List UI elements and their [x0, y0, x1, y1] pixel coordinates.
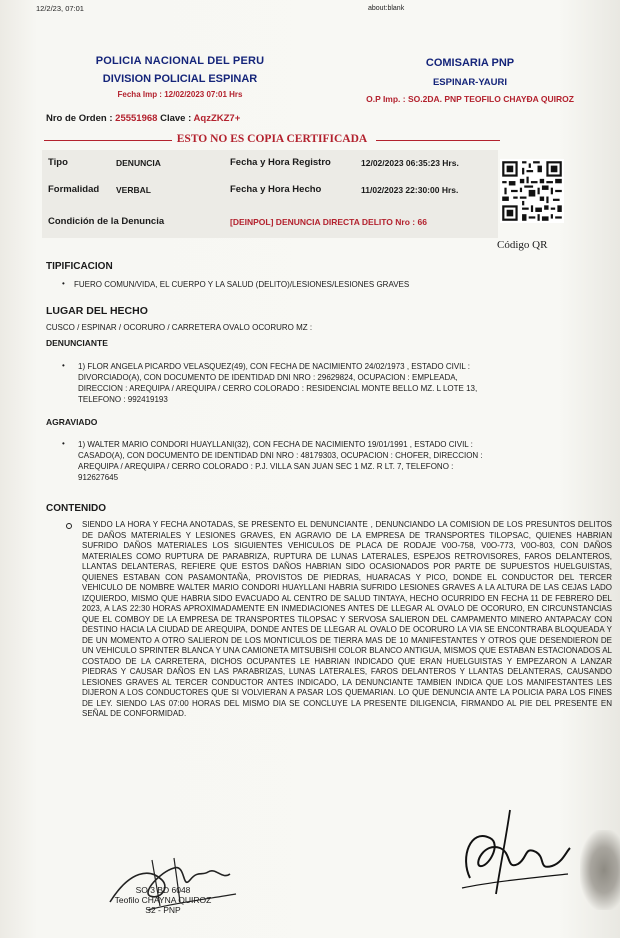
lugar-value: CUSCO / ESPINAR / OCORURO / CARRETERA OVALO OCORURO MZ :	[46, 323, 313, 332]
formalidad-value: VERBAL	[116, 185, 151, 195]
complainant-signature	[440, 808, 580, 898]
stamp-line-3: S2 - PNP	[145, 905, 181, 915]
denunciante-line-4: TELEFONO : 992419193	[78, 395, 168, 404]
condicion-label: Condición de la Denuncia	[48, 216, 165, 227]
stamp-line-1: SO 3 BD 6048	[135, 885, 191, 895]
tipificacion-item: FUERO COMUN/VIDA, EL CUERPO Y LA SALUD (DELITO)/LESIONES/LESIONES GRAVES	[74, 280, 410, 289]
officer-stamp	[88, 885, 238, 915]
agraviado-line-3: AREQUIPA / AREQUIPA / CERRO COLORADO : P.J. VILLA SAN JUAN SEC 1 MZ. R LT. 7, TELEFONO :	[78, 462, 454, 471]
header-left	[60, 55, 300, 99]
printing-officer: O.P Imp. : SO.2DA. PNP TEOFILO CHAYÐA QUIROZ	[366, 94, 574, 104]
stamp-line-2: Teofilo CHAYNA QUIROZ	[114, 895, 212, 905]
contenido-title: CONTENIDO	[46, 503, 106, 514]
certificate-banner	[44, 132, 500, 148]
comisaria-name: COMISARIA PNP	[425, 57, 515, 69]
tipificacion-title: TIPIFICACION	[46, 261, 113, 272]
denunciante-line-3: DIRECCION : AREQUIPA / AREQUIPA / CERRO COLORADO : RESIDENCIAL MONTE BELLO MZ. L LOTE 13,	[78, 384, 478, 393]
denunciante-title: DENUNCIANTE	[46, 338, 108, 348]
agraviado-title: AGRAVIADO	[46, 417, 98, 427]
clave-value: AqzZKZ7+	[193, 113, 241, 124]
fingerprint	[580, 830, 620, 910]
condicion-value: [DEINPOL] DENUNCIA DIRECTA DELITO Nro : 66	[230, 217, 427, 227]
header-right	[330, 57, 610, 104]
order-number-row	[46, 113, 240, 124]
fecha-hecho-label: Fecha y Hora Hecho	[230, 184, 322, 195]
denunciante-line-1: 1) FLOR ANGELA PICARDO VELASQUEZ(49), CON FECHA DE NACIMIENTO 24/02/1973 , ESTADO CIVIL :	[78, 362, 470, 371]
institution-name: POLICIA NACIONAL DEL PERU	[95, 55, 265, 67]
bullet-ring-icon	[66, 523, 72, 529]
formalidad-label: Formalidad	[48, 184, 100, 195]
agraviado-line-1: 1) WALTER MARIO CONDORI HUAYLLANI(32), CON FECHA DE NACIMIENTO 19/01/1991 , ESTADO CIVIL :	[78, 440, 473, 449]
clave-label: Clave :	[160, 113, 192, 124]
qr-code-label: Código QR	[497, 239, 548, 251]
tipo-value: DENUNCIA	[116, 158, 161, 168]
agraviado-line-2: CASADO(A), CON DOCUMENTO DE IDENTIDAD DNI NRO : 48179303, OCUPACION : CHOFER, DIRECCION :	[78, 451, 483, 460]
division-name: DIVISION POLICIAL ESPINAR	[102, 73, 258, 85]
agraviado-line-4: 912627645	[78, 473, 119, 482]
tipo-label: Tipo	[48, 157, 68, 168]
lugar-title: LUGAR DEL HECHO	[46, 305, 148, 317]
comisaria-location: ESPINAR-YAURI	[432, 77, 508, 88]
qr-code	[500, 155, 564, 227]
print-url: about:blank	[368, 5, 405, 12]
print-date: Fecha Imp : 12/02/2023 07:01 Hrs	[117, 90, 243, 99]
bullet-icon: •	[62, 361, 65, 370]
bullet-icon: •	[62, 279, 65, 288]
fecha-registro-label: Fecha y Hora Registro	[230, 157, 331, 168]
fecha-hecho-value: 11/02/2023 22:30:00 Hrs.	[361, 185, 459, 195]
not-certified-notice: ESTO NO ES COPIA CERTIFICADA	[176, 133, 368, 145]
print-timestamp: 12/2/23, 07:01	[36, 4, 84, 13]
order-number-label: Nro de Orden :	[46, 113, 113, 124]
contenido-body: SIENDO LA HORA Y FECHA ANOTADAS, SE PRESENTO EL DENUNCIANTE , DENUNCIANDO LA COMISION DE LOS PRESUNTOS DELITOS DE DAÑOS MATERIALES Y LESIONES GRAVES, EN AGRAVIO DE LA EMPRESA DE TRANSPORTES TILOPSAC, QUIENES HABRIAN SUFRIDO DAÑOS MATERIALES LOS SIGUIENTES VEHICULOS DE PLACA DE RODAJE V0O-758, V0O-773, V0O-803, CON DAÑOS MATERIALES COMO RUPTURA DE PARABRIZA, RUPTURA DE LUNAS LATERALES, ESPEJOS RETROVISORES, FAROS DELANTEROS, LLANTAS DELANTERAS, REFIERE QUE ESTOS DAÑOS HABRIAN SIDO OCASIONADOS POR PARTE DE SUPUESTOS HUELGUISTAS, QUIENES ESTABAN CON PASAMONTAÑA, PROVISTOS DE PIEDRAS, HUARACAS Y PICO, DONDE EL CONDUCTOR DEL TERCER VEHICULO DE NOMBRE WALTER MARIO CONDORI HUAYLLANI HABRIA SUFRIDO LESIONES GRAVES A LA ALTURA DE LAS CEJAS LADO IZQUIERDO, MISMO QUE HABRIA SIDO EVACUADO AL CENTRO DE SALUD TINTAYA, HECHO OCURRIDO EN FECHA 11 DE FEBRERO DEL 2023, A LAS 22:30 HORAS APROXIMADAMENTE EN INMEDIACIONES ANTES DE LLEGAR AL OVALO DE OCORURO, EN CIRCUNSTANCIAS QUE EL COMBOY DE LA EMPRESA DE TRANSPORTES TILOPSAC Y SERVOSA SALIERON DEL CAMPAMENTO MINERO ANTAPACAY CON DESTINO HACIA LA CIUDAD DE AREQUIPA, DONDE ANTES DE LLEGAR AL OVALO DE OCORURO LA VIA SE ENCONTRABA BLOQUEADA Y DE UN MOMENTO A OTRO SALIERON DE LOS MONTICULOS DE TIERRA MAS DE 10 MANIFESTANTES Y OTROS QUE DESENDIERON DE UN VEHICULO SPRINTER BLANCA Y UNA CAMIONETA MITSUBISHI COLOR BLANCO ANTIGUA, MISMOS QUE ESTABAN ESTACIONADOS AL COSTADO DE LA CARRETERA, DICHOS OCUPANTES LE HABRIAN INDICADO QUE ERAN HUELGUISTAS Y EMPEZARON A LANZAR PIEDRAS Y CAUSAR DAÑOS EN LAS PARABRIZAS, LUNAS LATERALES, FAROS DELANTEROS Y LLANTAS DELANTERAS, CAUSANDO LESIONES GRAVES AL TERCER CONDUCTOR ANTES INDICADO, LA DENUNCIANTE TAMBIEN INDICA QUE LOS MANIFESTANTES LES DIJERON A LOS CONDUCTORES QUE SI VOLVIERAN A PASAR LOS QUEMARIAN. LO QUE DENUNCIA ANTE LA POLICIA PARA LOS FINES DE LEY. SIENDO LAS 07:00 HORAS DEL MISMO DIA SE CONCLUYE LA PRESENTE DILIGENCIA, FIRMANDO AL PIE DEL PRESENTE EN SEÑAL DE CONFORMIDAD.	[82, 520, 612, 718]
bullet-icon: •	[62, 439, 65, 448]
order-number: 25551968	[115, 113, 158, 124]
fecha-registro-value: 12/02/2023 06:35:23 Hrs.	[361, 158, 459, 168]
denunciante-line-2: DIVORCIADO(A), CON DOCUMENTO DE IDENTIDAD DNI NRO : 29629824, OCUPACION : EMPLEADA,	[78, 373, 458, 382]
print-header	[36, 4, 516, 16]
